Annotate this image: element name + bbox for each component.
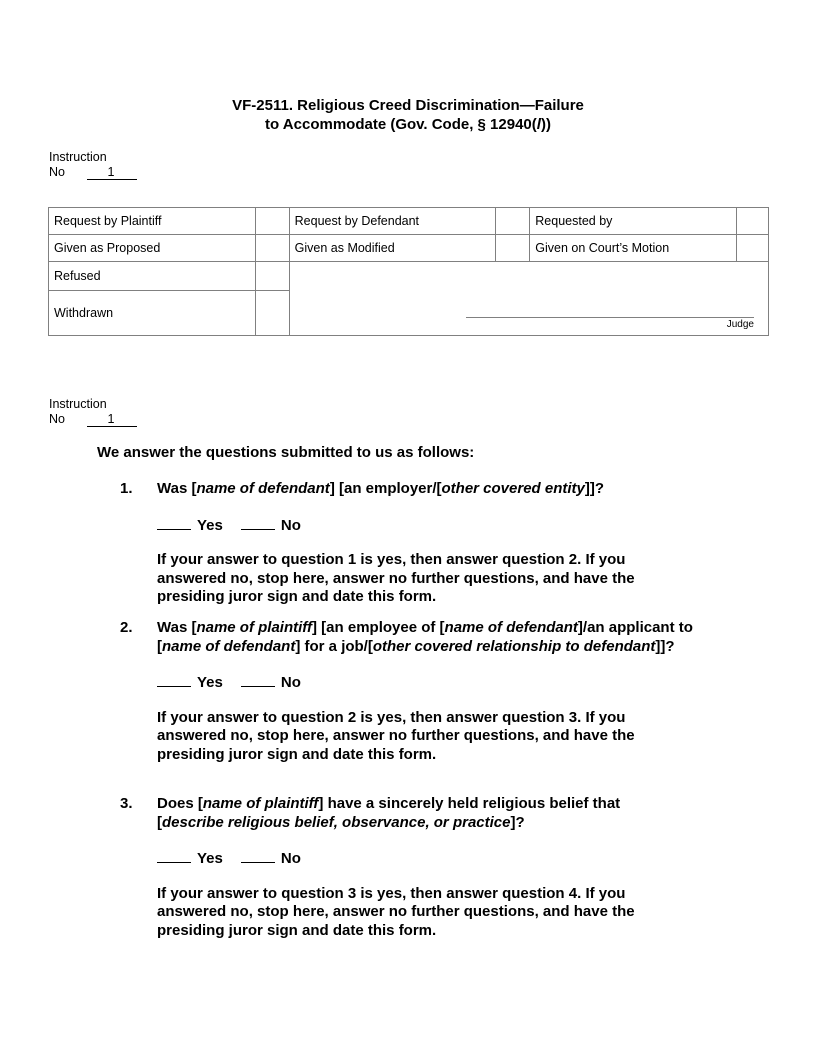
question-number: 1. bbox=[120, 480, 133, 497]
question-text-segment: ] [an employer/[ bbox=[329, 480, 442, 497]
yes-label: Yes bbox=[197, 850, 223, 867]
no-answer-blank[interactable] bbox=[241, 515, 275, 530]
placeholder-text: other covered entity bbox=[441, 480, 585, 497]
refused-label: Refused bbox=[49, 262, 256, 291]
given-as-modified-checkbox[interactable] bbox=[496, 235, 530, 262]
question-text-segment: ]]? bbox=[584, 480, 605, 497]
title-line-2-end: )) bbox=[540, 116, 551, 133]
table-row bbox=[49, 262, 769, 291]
question-text-segment: ] have a sincerely held religious belief that [ bbox=[157, 795, 621, 831]
verdict-intro: We answer the questions submitted to us as follows: bbox=[97, 444, 475, 461]
instruction-no-row bbox=[49, 412, 137, 427]
placeholder-text: name of defendant bbox=[196, 480, 330, 497]
request-by-defendant-checkbox[interactable] bbox=[496, 208, 530, 235]
yes-label: Yes bbox=[197, 516, 223, 534]
refused-checkbox[interactable] bbox=[255, 262, 289, 291]
answer-options bbox=[157, 672, 740, 693]
instruction-number-bottom bbox=[49, 397, 137, 427]
placeholder-text: other covered relationship to defendant bbox=[372, 637, 656, 655]
question-text bbox=[157, 619, 717, 656]
instruction-label: Instruction bbox=[49, 150, 107, 164]
question-instruction: If your answer to question 2 is yes, then answer question 3. If you answered no, stop here, answer no further questions, and have the presiding juror sign and date this form. bbox=[157, 708, 635, 763]
instruction-no-label: No bbox=[49, 412, 65, 426]
question-text-segment: Was [ bbox=[157, 619, 197, 636]
given-as-proposed-checkbox[interactable] bbox=[255, 235, 289, 262]
title-line-1: VF-2511. Religious Creed Discrimination—Failure bbox=[232, 97, 584, 114]
question-number: 3. bbox=[120, 795, 133, 812]
given-as-modified-label: Given as Modified bbox=[289, 235, 496, 262]
given-on-courts-motion-label: Given on Court’s Motion bbox=[530, 235, 737, 262]
judge-signature-area bbox=[289, 262, 768, 336]
page-title bbox=[0, 96, 816, 134]
given-as-proposed-label: Given as Proposed bbox=[49, 235, 256, 262]
title-line-2-start: to Accommodate (Gov. Code, § 12940( bbox=[265, 116, 537, 133]
table-row bbox=[49, 208, 769, 235]
question-text-segment: ]? bbox=[510, 813, 525, 831]
no-answer-blank[interactable] bbox=[241, 848, 275, 863]
question-text-segment: Does [ bbox=[157, 795, 203, 812]
instruction-number-top bbox=[49, 150, 137, 180]
placeholder-text: name of defendant bbox=[444, 619, 578, 636]
request-by-defendant-label: Request by Defendant bbox=[289, 208, 496, 235]
placeholder-text: describe religious belief, observance, or practice bbox=[162, 813, 511, 831]
question-text bbox=[157, 480, 740, 499]
placeholder-text: name of plaintiff bbox=[196, 619, 313, 636]
instruction-no-label: No bbox=[49, 165, 65, 179]
yes-answer-blank[interactable] bbox=[157, 672, 191, 687]
question-text-segment: ] [an employee of [ bbox=[312, 619, 445, 636]
question-text-segment: Was [ bbox=[157, 480, 197, 497]
answer-options bbox=[157, 848, 740, 869]
instruction-no-field[interactable]: 1 bbox=[87, 413, 137, 427]
question-text bbox=[157, 795, 667, 832]
judge-label: Judge bbox=[726, 319, 754, 330]
question-number: 2. bbox=[120, 619, 133, 636]
judge-signature-line[interactable] bbox=[466, 317, 754, 318]
yes-label: Yes bbox=[197, 674, 223, 691]
request-by-plaintiff-label: Request by Plaintiff bbox=[49, 208, 256, 235]
request-by-plaintiff-checkbox[interactable] bbox=[255, 208, 289, 235]
question-text-segment: ]/an applicant to [ bbox=[157, 619, 693, 655]
no-answer-blank[interactable] bbox=[241, 672, 275, 687]
placeholder-text: name of plaintiff bbox=[202, 795, 319, 812]
yes-answer-blank[interactable] bbox=[157, 848, 191, 863]
withdrawn-checkbox[interactable] bbox=[255, 291, 289, 336]
table-row bbox=[49, 235, 769, 262]
instruction-no-row bbox=[49, 165, 137, 180]
requested-by-label: Requested by bbox=[530, 208, 737, 235]
placeholder-text: name of defendant bbox=[162, 637, 296, 655]
question-2 bbox=[120, 619, 740, 764]
given-on-courts-motion-checkbox[interactable] bbox=[737, 235, 769, 262]
withdrawn-label: Withdrawn bbox=[49, 291, 256, 336]
question-instruction: If your answer to question 3 is yes, then answer question 4. If you answered no, stop here, answer no further questions, and have the presiding juror sign and date this form. bbox=[157, 884, 635, 939]
question-instruction: If your answer to question 1 is yes, then answer question 2. If you answered no, stop here, answer no further questions, and have the presiding juror sign and date this form. bbox=[157, 551, 635, 605]
title-line-2 bbox=[0, 115, 816, 134]
title-line-2-italic: l bbox=[536, 116, 541, 133]
answer-options bbox=[157, 515, 740, 536]
question-text-segment: ] for a job/[ bbox=[295, 637, 373, 655]
instruction-no-field[interactable]: 1 bbox=[87, 166, 137, 180]
no-label: No bbox=[280, 850, 301, 867]
no-label: No bbox=[280, 516, 301, 534]
instruction-label: Instruction bbox=[49, 397, 107, 411]
question-3 bbox=[120, 795, 740, 940]
question-1 bbox=[120, 480, 740, 607]
question-text-segment: ]]? bbox=[655, 637, 675, 655]
requested-by-checkbox[interactable] bbox=[737, 208, 769, 235]
yes-answer-blank[interactable] bbox=[157, 515, 191, 530]
no-label: No bbox=[280, 674, 301, 691]
disposition-table bbox=[48, 207, 769, 336]
